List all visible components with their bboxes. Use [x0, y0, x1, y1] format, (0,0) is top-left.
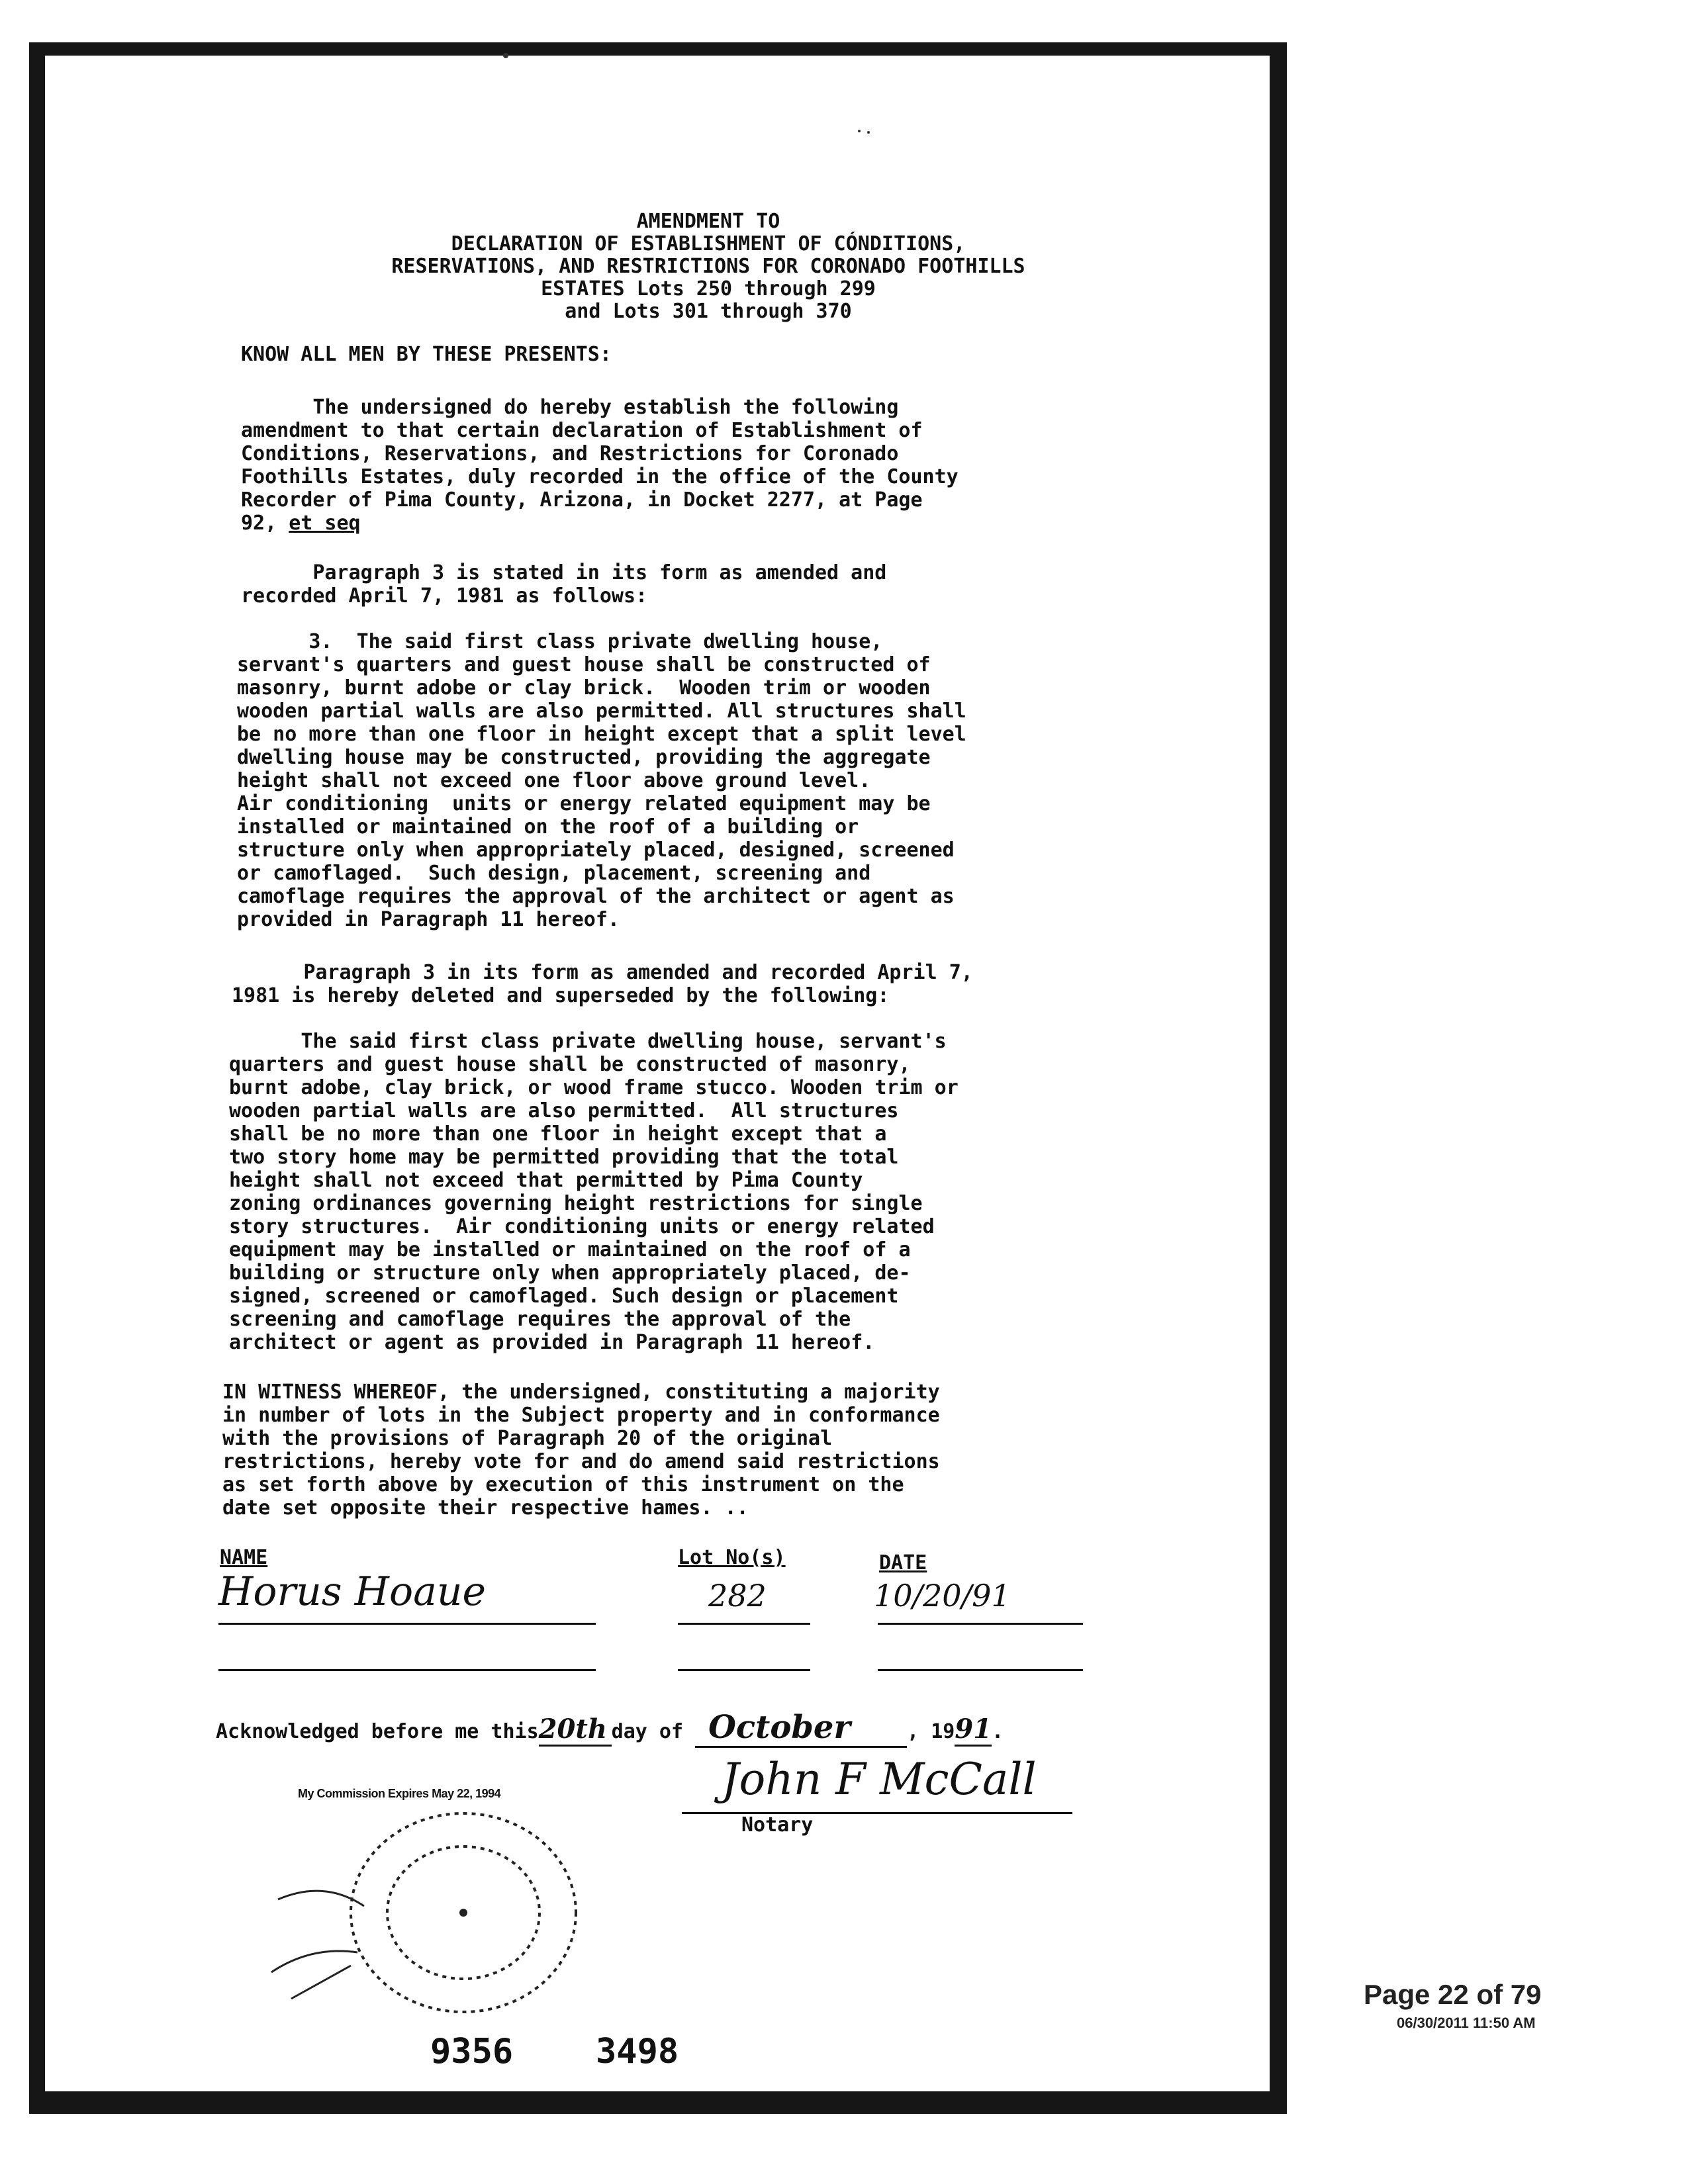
- ack-middle: day of: [611, 1720, 684, 1743]
- signer-signature: Horus Hoaue: [218, 1569, 487, 1615]
- signature-line-1: [218, 1623, 596, 1625]
- title-line-1: AMENDMENT TO: [636, 210, 780, 233]
- lot-line-2: [678, 1669, 810, 1671]
- paragraph-superseded: Paragraph 3 in its form as amended and recorded April 7, 1981 is hereby deleted and superseded by the following:: [232, 961, 973, 1007]
- title-line-3: RESERVATIONS, AND RESTRICTIONS FOR CORONADO FOOTHILLS: [391, 255, 1025, 278]
- title-line-5: and Lots 301 through 370: [565, 300, 852, 323]
- ack-month: October: [695, 1709, 907, 1748]
- et-seq: et seq: [289, 512, 361, 535]
- know-all-men-heading: KNOW ALL MEN BY THESE PRESENTS:: [241, 343, 612, 366]
- title-line-4: ESTATES Lots 250 through 299: [541, 277, 876, 300]
- docket-number-right: 3498: [596, 2032, 679, 2071]
- date-column-header: DATE: [879, 1551, 927, 1574]
- date-line-2: [878, 1669, 1083, 1671]
- paragraph-intro: [241, 396, 959, 535]
- date-line-1: [878, 1623, 1083, 1625]
- commission-expiration: My Commission Expires May 22, 1994: [298, 1787, 501, 1800]
- paragraph-stated: Paragraph 3 is stated in its form as amended and recorded April 7, 1981 as follows:: [241, 561, 887, 608]
- ack-prefix: Acknowledged before me this: [216, 1720, 539, 1743]
- ack-year-prefix: , 19: [907, 1720, 955, 1743]
- scan-speck: [867, 131, 870, 134]
- ack-end: .: [992, 1720, 1004, 1743]
- lot-line-1: [678, 1623, 810, 1625]
- title-line-2: DECLARATION OF ESTABLISHMENT OF CÓNDITIONS,: [451, 232, 966, 255]
- scan-speck: [858, 130, 861, 132]
- paragraph-intro-text: The undersigned do hereby establish the following amendment to that certain declaration of Establishment of Conditions, Reservations, and Restrictions for Coronado Foothills Estates, duly recorded in the office of the County Recorder of Pima County, Arizona, in Docket 2277, at Page 92,: [241, 396, 959, 535]
- ack-year-suffix: 91: [955, 1713, 992, 1747]
- paragraph-3-new: The said first class private dwelling house, servant's quarters and guest house shall be constructed of masonry, burnt adobe, clay brick, or wood frame stucco. Wooden trim or wooden partial walls are also permitted. All structures shall be no more than one floor in height except that a two story home may be permitted providing that the total height shall not exceed that permitted by Pima County zoning ordinances governing height restrictions for single story structures. Air conditioning units or energy related equipment may be installed or maintained on the roof of a building or structure only when appropriately placed, de- signed, screened or camoflaged. Such design or placement screening and camoflage requires the approval of the architect or agent as provided in Paragraph 11 hereof.: [229, 1030, 959, 1354]
- paragraph-3-original: 3. The said first class private dwelling house, servant's quarters and guest house shall be constructed of masonry, burnt adobe or clay brick. Wooden trim or wooden wooden partial walls are also permitted. All structures shall be no more than one floor in height except that a split level dwelling house may be constructed, providing the aggregate height shall not exceed one floor above ground level. Air conditioning units or energy related equipment may be installed or maintained on the roof of a building or structure only when appropriately placed, designed, screened or camoflaged. Such design, placement, screening and camoflage requires the approval of the architect or agent as provided in Paragraph 11 hereof.: [237, 630, 966, 931]
- notary-label: Notary: [741, 1813, 814, 1837]
- scan-speck: [503, 53, 508, 58]
- notary-signature: John F McCall: [722, 1754, 1037, 1805]
- signer-date: 10/20/91: [874, 1578, 1011, 1614]
- document-title: [278, 210, 1139, 323]
- lot-column-header: Lot No(s): [678, 1546, 786, 1569]
- notary-seal-icon: [265, 1800, 609, 2025]
- page-timestamp: 06/30/2011 11:50 AM: [1397, 2015, 1536, 2031]
- signature-line-2: [218, 1669, 596, 1671]
- signer-lot-number: 282: [708, 1578, 767, 1614]
- ack-day: 20th: [539, 1713, 612, 1747]
- docket-number-left: 9356: [430, 2032, 514, 2071]
- notary-line: [682, 1812, 1072, 1814]
- name-column-header: NAME: [220, 1546, 268, 1569]
- paragraph-witness: IN WITNESS WHEREOF, the undersigned, constituting a majority in number of lots in the Subject property and in conformance with the provisions of Paragraph 20 of the original restrictions, hereby vote for and do amend said restrictions as set forth above by execution of this instrument on the date set opposite their respective hames. ..: [222, 1381, 940, 1520]
- page-counter: Page 22 of 79: [1364, 1979, 1542, 2010]
- acknowledgment-line: [216, 1709, 1004, 1748]
